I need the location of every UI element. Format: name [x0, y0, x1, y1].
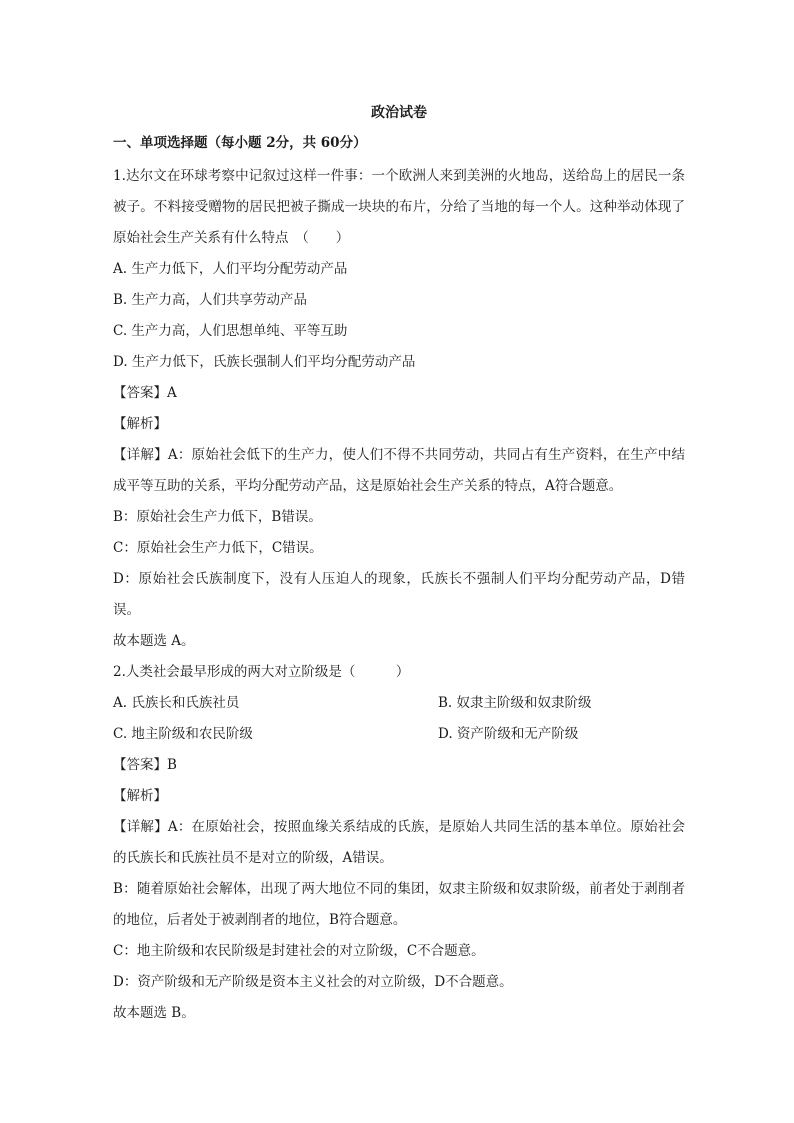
question-1-stem: 1.达尔文在环球考察中记叙过这样一件事：一个欧洲人来到美洲的火地岛，送给岛上的居民一条被子。不料接受赠物的居民把被子撕成一块块的布片，分给了当地的每一个人。这种举动体现了原始社会生产关系有什么特点 （ ）: [113, 168, 685, 246]
question-2-options-row-2: [113, 719, 685, 750]
exam-content: [113, 103, 685, 1029]
question-2-option-b: B. 奴隶主阶级和奴隶阶级: [438, 695, 592, 711]
question-1-c-note: C：原始社会生产力低下，C错误。: [113, 540, 323, 556]
question-1-answer: 【答案】A: [113, 385, 177, 401]
question-1-option-c: C. 生产力高，人们思想单纯、平等互助: [113, 323, 348, 339]
question-2-options-row-1: [113, 688, 685, 719]
question-2-detail: 【详解】A：在原始社会，按照血缘关系结成的氏族，是原始人共同生活的基本单位。原始社会的氏族长和氏族社员不是对立的阶级，A错误。: [113, 819, 685, 866]
question-1: [113, 161, 685, 657]
question-2-c-note: C：地主阶级和农民阶级是封建社会的对立阶级，C不合题意。: [113, 943, 485, 959]
question-2-option-d: D. 资产阶级和无产阶级: [438, 726, 579, 742]
section-heading: 一、单项选择题（每小题 2分，共 60分）: [113, 135, 367, 151]
question-1-conclusion: 故本题选 A。: [113, 633, 195, 649]
question-2-analysis-label: 【解析】: [113, 788, 167, 804]
question-2-conclusion: 故本题选 B。: [113, 1005, 195, 1021]
question-1-analysis-label: 【解析】: [113, 416, 167, 432]
question-1-b-note: B：原始社会生产力低下，B错误。: [113, 509, 322, 525]
question-2-d-note: D：资产阶级和无产阶级是资本主义社会的对立阶级，D不合题意。: [113, 974, 513, 990]
question-1-option-b: B. 生产力高，人们共享劳动产品: [113, 292, 308, 308]
question-1-option-d: D. 生产力低下，氏族长强制人们平均分配劳动产品: [113, 354, 416, 370]
page-title: 政治试卷: [371, 105, 427, 121]
question-1-option-a: A. 生产力低下，人们平均分配劳动产品: [113, 261, 348, 277]
question-2-option-c: C. 地主阶级和农民阶级: [113, 726, 253, 742]
question-1-d-note: D：原始社会氏族制度下，没有人压迫人的现象，氏族长不强制人们平均分配劳动产品，D错误。: [113, 571, 685, 618]
question-1-detail: 【详解】A：原始社会低下的生产力，使人们不得不共同劳动，共同占有生产资料，在生产中结成平等互助的关系，平均分配劳动产品，这是原始社会生产关系的特点，A符合题意。: [113, 447, 685, 494]
question-2-stem: 2.人类社会最早形成的两大对立阶级是（ ）: [113, 664, 410, 680]
question-2: [113, 657, 685, 1029]
question-2-option-a: A. 氏族长和氏族社员: [113, 695, 240, 711]
question-2-b-note: B：随着原始社会解体，出现了两大地位不同的集团，奴隶主阶级和奴隶阶级，前者处于剥削者的地位，后者处于被剥削者的地位，B符合题意。: [113, 881, 685, 928]
question-2-answer: 【答案】B: [113, 757, 177, 773]
